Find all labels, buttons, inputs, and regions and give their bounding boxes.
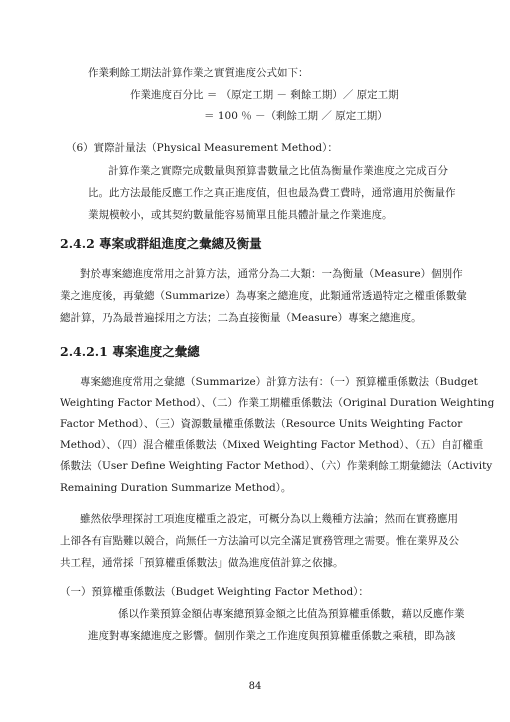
- section-2421-p2-line-3: 共工程，通常採「預算權重係數法」做為進度值計算之依據。: [60, 557, 344, 569]
- section-2421-p1-line-1: 專案總進度常用之彙總（Summarize）計算方法有：（一）預算權重係數法（Budget: [80, 376, 478, 388]
- intro-lead: 作業剩餘工期法計算作業之實質進度公式如下：: [88, 67, 309, 79]
- section-2421-p1-line-6: Remaining Duration Summarize Method）。: [60, 482, 292, 494]
- method6-title: （6）實際計量法（Physical Measurement Method）：: [66, 142, 338, 154]
- section-2421-p1-line-5: 係數法（User Define Weighting Factor Method）、（六）作業剩餘工期彙總法（Activity: [60, 460, 493, 472]
- section-242-line-3: 總計算，乃為最普遍採用之方法；二為直接衡量（Measure）專案之總進度。: [60, 312, 422, 324]
- formula-line-1: 作業進度百分比 ＝ （原定工期 － 剩餘工期）／ 原定工期: [130, 89, 399, 101]
- method6-line-1: 計算作業之實際完成數量與預算書數量之比值為衡量作業進度之完成百分: [108, 165, 448, 177]
- section-242-line-1: 對於專案總進度常用之計算方法，通常分為二大類：一為衡量（Measure）個別作: [80, 268, 463, 280]
- method6-line-2: 比。此方法最能反應工作之真正進度值，但也最為費工費時，通常適用於衡量作: [88, 187, 456, 199]
- section-2421-p1-line-3: Factor Method）、（三）資源數量權重係數法（Resource Units Weighting Factor: [60, 418, 463, 430]
- section-2421-p2-line-2: 上卻各有盲點難以競合，尚無任一方法論可以完全滿足實務管理之需要。惟在業界及公: [60, 535, 459, 547]
- budget-method-line-2: 進度對專案總進度之影響。個別作業之工作進度與預算權重係數之乘積，即為該: [88, 630, 456, 642]
- section-242-line-2: 業之進度後，再彙總（Summarize）為專案之總進度，此類通常透過特定之權重係數彙: [60, 290, 467, 302]
- method6-line-3: 業規模較小，或其契約數量能容易簡單且能具體計量之作業進度。: [88, 209, 393, 221]
- section-2421-p1-line-2: Weighting Factor Method）、（二）作業工期權重係數法（Original Duration Weighting: [60, 397, 495, 409]
- section-heading-2-4-2-1: 2.4.2.1 專案進度之彙總: [60, 344, 200, 359]
- budget-method-line-1: 係以作業預算金額佔專案總預算金額之比值為預算權重係數，藉以反應作業: [118, 608, 465, 620]
- section-heading-2-4-2: 2.4.2 專案或群組進度之彙總及衡量: [60, 236, 262, 251]
- budget-method-title: （一）預算權重係數法（Budget Weighting Factor Method）：: [60, 586, 369, 598]
- section-2421-p1-line-4: Method）、（四）混合權重係數法（Mixed Weighting Factor Method）、（五）自訂權重: [60, 439, 484, 451]
- section-2421-p2-line-1: 雖然依學理探討工項進度權重之設定，可概分為以上幾種方法論；然而在實務應用: [80, 513, 458, 525]
- formula-line-2: ＝ 100 ％ －（剩餘工期 ／ 原定工期）: [204, 110, 388, 122]
- page-number: 84: [248, 681, 262, 692]
